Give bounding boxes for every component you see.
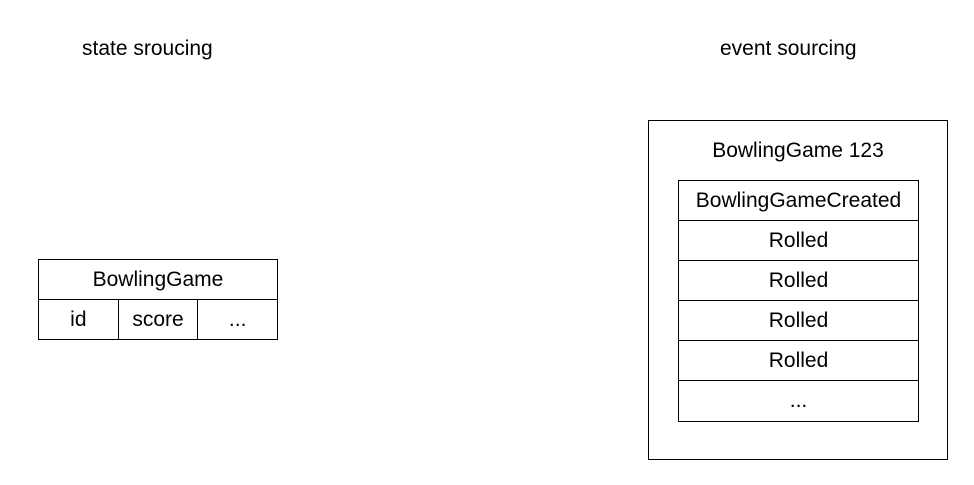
- field-cell-score: score: [119, 300, 199, 339]
- state-entity-table: [38, 259, 278, 340]
- event-aggregate-container: [648, 120, 948, 460]
- event-sourcing-title: event sourcing: [720, 37, 857, 60]
- field-cell-id: id: [39, 300, 119, 339]
- event-row: Rolled: [679, 301, 918, 341]
- state-sourcing-title: state srоucing: [82, 37, 213, 60]
- event-row: Rolled: [679, 261, 918, 301]
- event-row: Rolled: [679, 221, 918, 261]
- aggregate-name: BowlingGame 123: [712, 139, 884, 162]
- event-row: Rolled: [679, 341, 918, 381]
- field-cell-ellipsis: ...: [228, 307, 247, 331]
- event-stream-list: [678, 180, 919, 422]
- state-entity-fields: [39, 300, 277, 339]
- state-entity-name: BowlingGame: [39, 260, 277, 300]
- event-row: BowlingGameCreated: [679, 181, 918, 221]
- event-row: ...: [789, 389, 808, 412]
